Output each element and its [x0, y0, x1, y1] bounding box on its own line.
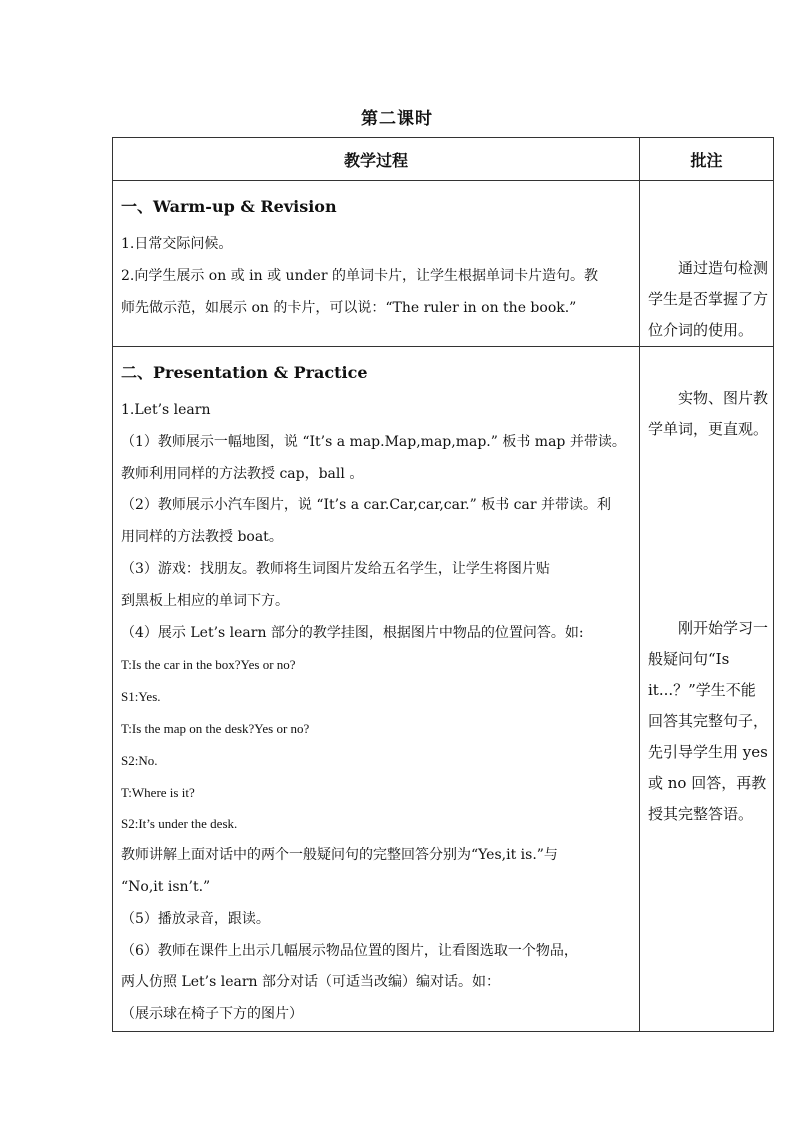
section2-line: 教师利用同样的方法教授 cap，ball 。 — [121, 465, 364, 482]
section2-line: 教师讲解上面对话中的两个一般疑问句的完整回答分别为“Yes,it is.”与 — [121, 847, 558, 864]
table-row — [113, 181, 774, 347]
section2-heading: 二、Presentation & Practice — [121, 363, 368, 382]
section2-line: 用同样的方法教授 boat。 — [121, 529, 283, 546]
section2-line: “No,it isn’t.” — [121, 878, 211, 895]
section2-note-2: 刚开始学习一般疑问句“Is it...？”学生不能回答其完整句子，先引导学生用 yes 或 no 回答，再教授其完整答语。 — [648, 619, 769, 823]
section2-line: T:Is the car in the box?Yes or no? — [121, 657, 296, 673]
section2-line: 到黑板上相应的单词下方。 — [121, 592, 289, 609]
section1-note-cell — [640, 181, 774, 347]
header-notes: 批注 — [640, 138, 774, 181]
section2-line: S1:Yes. — [121, 689, 161, 705]
section2-line: （2）教师展示小汽车图片，说 “It’s a car.Car,car,car.” 板书 car 并带读。利 — [121, 497, 611, 514]
section1-cell — [113, 181, 640, 347]
section1-line: 2.向学生展示 on 或 in 或 under 的单词卡片，让学生根据单词卡片造句。教 — [121, 267, 598, 284]
table-row — [113, 347, 774, 1032]
section2-line: （1）教师展示一幅地图，说 “It’s a map.Map,map,map.” 板书 map 并带读。 — [121, 433, 626, 450]
section2-line: （3）游戏：找朋友。教师将生词图片发给五名学生，让学生将图片贴 — [121, 560, 550, 577]
section2-line: S2:It’s under the desk. — [121, 816, 238, 832]
section2-line: S2:No. — [121, 752, 158, 768]
section2-line: （6）教师在课件上出示几幅展示物品位置的图片，让看图选取一个物品， — [121, 942, 578, 959]
section2-note-1: 实物、图片教学单词，更直观。 — [648, 389, 769, 438]
section2-line: （5）播放录音，跟读。 — [121, 910, 270, 927]
page-title: 第二课时 — [361, 109, 433, 129]
section1-heading: 一、Warm-up & Revision — [121, 197, 337, 216]
lesson-table — [112, 137, 774, 1032]
section2-line: T:Is the map on the desk?Yes or no? — [121, 720, 310, 736]
section2-line: （展示球在椅子下方的图片） — [121, 1006, 303, 1023]
section2-line: （4）展示 Let’s learn 部分的教学挂图，根据图片中物品的位置问答。如: — [121, 624, 584, 641]
section2-line: 两人仿照 Let’s learn 部分对话（可适当改编）编对话。如： — [121, 974, 501, 991]
section1-note: 通过造句检测学生是否掌握了方位介词的使用。 — [648, 259, 769, 339]
table-header-row — [113, 138, 774, 181]
header-process: 教学过程 — [113, 138, 640, 181]
section2-cell — [113, 347, 640, 1032]
section2-note-cell — [640, 347, 774, 1032]
section1-line: 1.日常交际问候。 — [121, 236, 233, 252]
section2-line: T:Where is it? — [121, 784, 195, 800]
section1-line: 师先做示范，如展示 on 的卡片，可以说：“The ruler in on the book.” — [121, 299, 577, 316]
section2-line: 1.Let’s learn — [121, 402, 211, 418]
